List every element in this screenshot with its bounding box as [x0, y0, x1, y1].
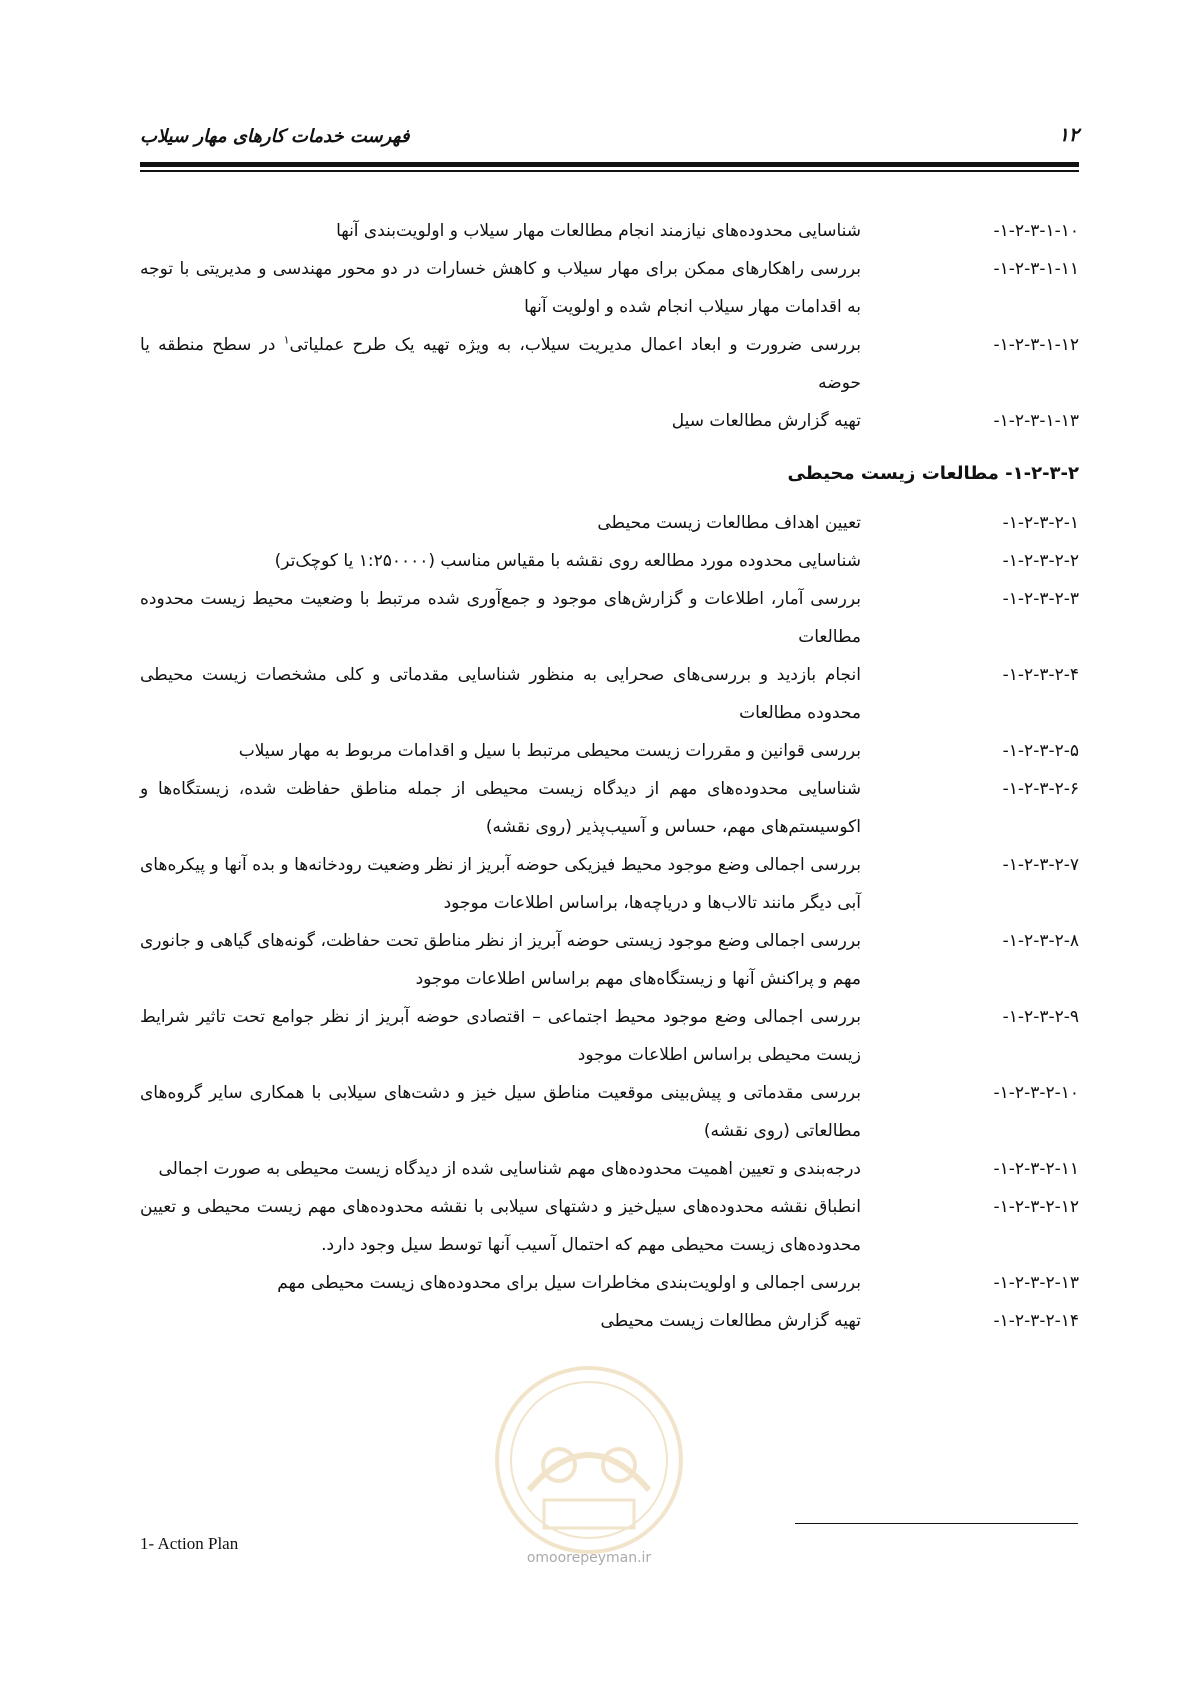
header-rule: [140, 162, 1079, 167]
item-text: [140, 1302, 861, 1340]
item-text: [140, 1074, 861, 1150]
item-text-main: بررسی اجمالی وضع موجود زیستی حوضه آبریز از نظر مناطق تحت حفاظت، گونه‌های گیاهی و جانوری مهم و پراکنش آنها و زیستگاه‌های مهم براساس اطلاعات موجود: [140, 931, 861, 989]
item-number: ۱-۲-۳-۲-۵-: [1002, 741, 1079, 761]
item-number: ۱-۲-۳-۲-۶-: [1002, 779, 1079, 799]
list-item: [140, 504, 1079, 542]
footnote-marker: ۱: [283, 333, 290, 347]
list-item: [140, 1074, 1079, 1150]
item-text: [140, 846, 861, 922]
list-item: [140, 1264, 1079, 1302]
item-text: [140, 580, 861, 656]
item-number: ۱-۲-۳-۲-۱۳-: [993, 1273, 1079, 1293]
flood-study-items: [140, 212, 1079, 440]
item-text-main: شناسایی محدوده‌های مهم از دیدگاه زیست محیطی از جمله مناطق حفاظت شده، زیستگاه‌ها و اکوسیستم‌های مهم، حساس و آسیب‌پذیر (روی نقشه): [140, 779, 861, 837]
list-item: [140, 250, 1079, 326]
item-text-main: بررسی ضرورت و ابعاد اعمال مدیریت سیلاب، به ویژه تهیه یک طرح عملیاتی: [289, 335, 861, 355]
item-text-main: بررسی اجمالی وضع موجود محیط اجتماعی – اقتصادی حوضه آبریز از نظر جوامع تحت تاثیر شرایط زیست محیطی براساس اطلاعات موجود: [140, 1007, 861, 1065]
list-item: [140, 846, 1079, 922]
item-number: ۱-۲-۳-۲-۱۴-: [993, 1311, 1079, 1331]
item-text: [140, 732, 861, 770]
item-text-main: شناسایی محدوده‌های نیازمند انجام مطالعات مهار سیلاب و اولویت‌بندی آنها: [336, 221, 861, 241]
item-text-main: انطباق نقشه محدوده‌های سیل‌خیز و دشتهای سیلابی با نقشه محدوده‌های مهم زیست محیطی و تعیین محدوده‌های زیست محیطی مهم که احتمال آسیب آنها توسط سیل وجود دارد.: [140, 1197, 861, 1255]
item-number: ۱-۲-۳-۲-۷-: [1002, 855, 1079, 875]
item-text: [140, 402, 861, 440]
list-item: [140, 732, 1079, 770]
document-body: [140, 212, 1079, 1340]
list-item: [140, 212, 1079, 250]
list-item: [140, 542, 1079, 580]
item-text-main: بررسی قوانین و مقررات زیست محیطی مرتبط با سیل و اقدامات مربوط به مهار سیلاب: [238, 741, 861, 761]
item-text-main: بررسی راهکارهای ممکن برای مهار سیلاب و کاهش خسارات در دو محور مهندسی و مدیریتی با توجه به اقدامات مهار سیلاب انجام شده و اولویت آنها: [140, 259, 861, 317]
page-number: ۱۲: [1058, 124, 1079, 146]
footnote-rule: [795, 1523, 1078, 1524]
item-text: [140, 770, 861, 846]
item-text-main: شناسایی محدوده مورد مطالعه روی نقشه با مقیاس مناسب (۱:۲۵۰۰۰۰ یا کوچک‌تر): [274, 551, 861, 571]
item-text-main: بررسی اجمالی و اولویت‌بندی مخاطرات سیل برای محدوده‌های زیست محیطی مهم: [277, 1273, 861, 1293]
item-number: ۱-۲-۳-۱-۱۰-: [993, 221, 1079, 241]
list-item: [140, 1302, 1079, 1340]
list-item: [140, 1188, 1079, 1264]
item-text: [140, 922, 861, 998]
seal-icon: [489, 1360, 689, 1560]
item-text-main: انجام بازدید و بررسی‌های صحرایی به منظور شناسایی مقدماتی و کلی مشخصات زیست محیطی محدوده مطالعات: [140, 665, 861, 723]
item-text: [140, 998, 861, 1074]
item-text-main: تهیه گزارش مطالعات زیست محیطی: [600, 1311, 861, 1331]
item-text: [140, 542, 861, 580]
item-text-main: بررسی مقدماتی و پیش‌بینی موقعیت مناطق سیل خیز و دشت‌های سیلابی با همکاری سایر گروه‌های مطالعاتی (روی نقشه): [140, 1083, 861, 1141]
item-number: ۱-۲-۳-۱-۱۳-: [993, 411, 1079, 431]
item-number: ۱-۲-۳-۲-۱۲-: [993, 1197, 1079, 1217]
item-text: [140, 656, 861, 732]
item-number: ۱-۲-۳-۲-۸-: [1002, 931, 1079, 951]
list-item: [140, 770, 1079, 846]
item-text-main: درجه‌بندی و تعیین اهمیت محدوده‌های مهم شناسایی شده از دیدگاه زیست محیطی به صورت اجمالی: [158, 1159, 861, 1179]
item-text: [140, 504, 861, 542]
item-text: [140, 212, 861, 250]
item-text-main: تعیین اهداف مطالعات زیست محیطی: [597, 513, 861, 533]
item-text: [140, 1150, 861, 1188]
item-number: ۱-۲-۳-۲-۱۰-: [993, 1083, 1079, 1103]
item-text-continued: در سطح منطقه یا حوضه: [140, 335, 861, 393]
list-item: [140, 922, 1079, 998]
page-header: [140, 120, 1079, 156]
header-title: فهرست خدمات کارهای مهار سیلاب: [140, 126, 410, 147]
item-number: ۱-۲-۳-۲-۲-: [1002, 551, 1079, 571]
item-text: [140, 326, 861, 402]
item-number: ۱-۲-۳-۲-۱۱-: [993, 1159, 1079, 1179]
item-number: ۱-۲-۳-۲-۱-: [1002, 513, 1079, 533]
watermark-url: omoorepeyman.ir: [526, 1550, 652, 1566]
environmental-study-items: [140, 504, 1079, 1340]
list-item: [140, 580, 1079, 656]
item-number: ۱-۲-۳-۱-۱۲-: [993, 335, 1079, 355]
item-text-main: تهیه گزارش مطالعات سیل: [671, 411, 861, 431]
list-item: [140, 998, 1079, 1074]
item-number: ۱-۲-۳-۲-۴-: [1002, 665, 1079, 685]
list-item: [140, 656, 1079, 732]
item-text-main: بررسی اجمالی وضع موجود محیط فیزیکی حوضه آبریز از نظر وضعیت رودخانه‌ها و بده آنها و پیکره‌های آبی دیگر مانند تالاب‌ها و دریاچه‌ها، براساس اطلاعات موجود: [140, 855, 861, 913]
header-rule-thin: [140, 170, 1079, 172]
item-text: [140, 1264, 861, 1302]
item-number: ۱-۲-۳-۲-۹-: [1002, 1007, 1079, 1027]
footnote: 1- Action Plan: [140, 1534, 239, 1553]
watermark-seal: [489, 1360, 689, 1560]
list-item: [140, 326, 1079, 402]
item-text: [140, 250, 861, 326]
item-number: ۱-۲-۳-۲-۳-: [1002, 589, 1079, 609]
item-text: [140, 1188, 861, 1264]
section-title: ۱-۲-۳-۲- مطالعات زیست محیطی: [787, 463, 1079, 484]
item-number: ۱-۲-۳-۱-۱۱-: [993, 259, 1079, 279]
list-item: [140, 402, 1079, 440]
item-text-main: بررسی آمار، اطلاعات و گزارش‌های موجود و جمع‌آوری شده مرتبط با وضعیت محیط زیست محدوده مطالعات: [140, 589, 861, 647]
list-item: [140, 1150, 1079, 1188]
